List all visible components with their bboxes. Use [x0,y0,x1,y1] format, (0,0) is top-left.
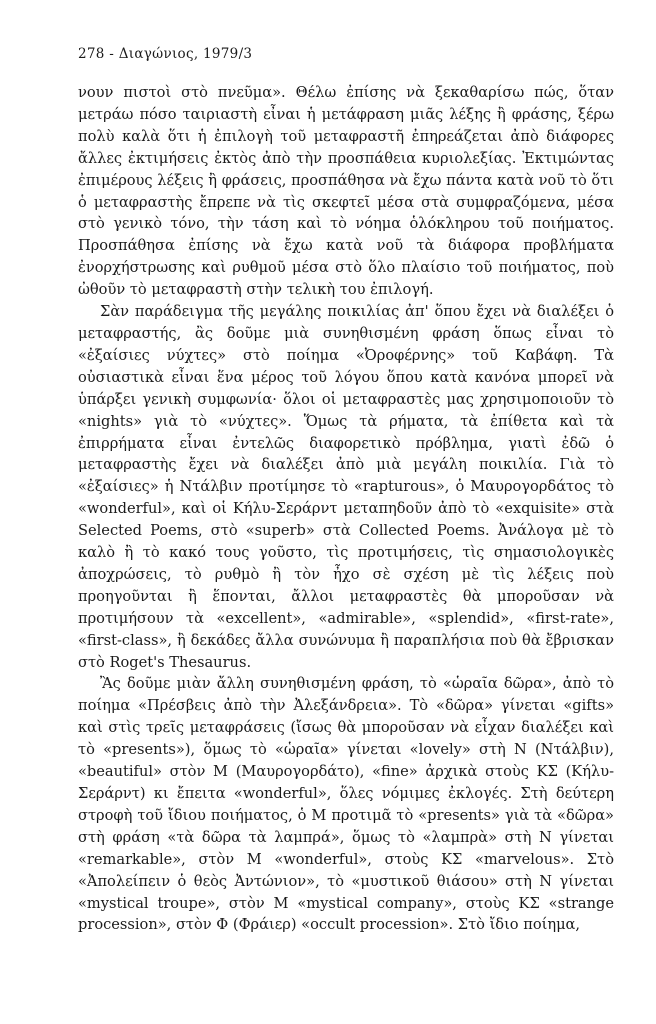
body-text [78,82,614,936]
paragraph-1: νουν πιστοὶ στὸ πνεῦμα». Θέλω ἐπίσης νὰ ξεκαθαρίσω πώς, ὅταν μετράω πόσο ταιριαστὴ εἶναι ἡ μετάφραση μιᾶς λέξης ἢ φράσης, ξέρω πολὺ καλὰ ὅτι ἡ ἐπιλογὴ τοῦ μεταφραστῆ ἐπηρεάζεται ἀπὸ διάφορες ἄλλες ἐκτιμήσεις ἐκτὸς ἀπὸ τὴν προσπάθεια κυριολεξίας. Ἐκτιμώντας ἐπιμέρους λέξεις ἢ φράσεις, προσπάθησα νὰ ἔχω πάντα κατὰ νοῦ τὸ ὅτι ὁ μεταφραστὴς ἔπρεπε νὰ τὶς σκεφτεῖ μέσα στὰ συμφραζόμενα, μέσα στὸ γενικὸ τόνο, τὴν τάση καὶ τὸ νόημα ὁλόκληρου τοῦ ποιήματος. Προσπάθησα ἐπίσης νὰ ἔχω κατὰ νοῦ τὰ διάφορα προβλήματα ἐνορχήστρωσης καὶ ρυθμοῦ μέσα στὸ ὅλο πλαίσιο τοῦ ποιήματος, ποὺ ὠθοῦν τὸ μεταφραστὴ στὴν τελικὴ του ἐπιλογή. [78,84,614,299]
paragraph-3: Ἂς δοῦμε μιὰν ἄλλη συνηθισμένη φράση, τὸ «ὡραῖα δῶρα», ἀπὸ τὸ ποίημα «Πρέσβεις ἀπὸ τὴν Ἀλεξάνδρεια». Τὸ «δῶρα» γίνεται «gifts» καὶ στὶς τρεῖς μεταφράσεις (ἴσως θὰ μποροῦσαν νὰ εἶχαν διαλέξει καὶ τὸ «presents»), ὅμως τὸ «ὡραῖα» γίνεται «lovely» στὴ Ν (Ντάλβιν), «beautiful» στὸν Μ (Μαυρογορδάτο), «fine» ἀρχικὰ στοὺς ΚΣ (Κήλυ-Σεράρντ) κι ἔπειτα «wonderful», ὅλες νόμιμες ἐκλογές. Στὴ δεύτερη στροφὴ τοῦ ἴδιου ποιήματος, ὁ Μ προτιμᾶ τὸ «presents» γιὰ τὰ «δῶρα» στὴ φράση «τὰ δῶρα τὰ λαμπρά», ὅμως τὸ «λαμπρὰ» στὴ Ν γίνεται «remarkable», στὸν Μ «wonderful», στοὺς ΚΣ «marvelous». Στὸ «Ἀπολείπειν ὁ θεὸς Ἀντώνιον», τὸ «μυστικοῦ θιάσου» στὴ Ν γίνεται «mystical troupe», στὸν Μ «mystical company», στοὺς ΚΣ «strange procession», στὸν Φ (Φράιερ) «occult procession». Στὸ ἴδιο ποίημα, [78,675,614,934]
running-head: 278 - Διαγώνιος, 1979/3 [78,46,253,62]
paragraph-2: Σὰν παράδειγμα τῆς μεγάλης ποικιλίας ἀπ' ὅπου ἔχει νὰ διαλέξει ὁ μεταφραστής, ἂς δοῦμε μιὰ συνηθισμένη φράση ὅπως εἶναι τὸ «ἐξαίσιες νύχτες» στὸ ποίημα «Ὀροφέρνης» τοῦ Καβάφη. Τὰ οὐσιαστικὰ εἶναι ἕνα μέρος τοῦ λόγου ὅπου κατὰ κανόνα μπορεῖ νὰ ὑπάρξει γενικὴ συμφωνία· ὅλοι οἱ μεταφραστὲς μας χρησιμοποιοῦν τὸ «nights» γιὰ τὸ «νύχτες». Ὅμως τὰ ρήματα, τὰ ἐπίθετα καὶ τὰ ἐπιρρήματα εἶναι ἐντελῶς διαφορετικὸ πρόβλημα, γιατὶ ἐδῶ ὁ μεταφραστὴς ἔχει νὰ διαλέξει ἀπὸ μιὰ μεγάλη ποικιλία. Γιὰ τὸ «ἐξαίσιες» ἡ Ντάλβιν προτίμησε τὸ «rapturous», ὁ Μαυρογορδάτος τὸ «wonderful», καὶ οἱ Κήλυ-Σεράρντ μεταπηδοῦν ἀπὸ τὸ «exquisite» στὰ Selected Poems, στὸ «superb» στὰ Collected Poems. Ἀνάλογα μὲ τὸ καλὸ ἢ τὸ κακό τους γοῦστο, τὶς προτιμήσεις, τὶς σημασιολογικὲς ἀποχρώσεις, τὸ ρυθμὸ ἢ τὸν ἦχο σὲ σχέση μὲ τὶς λέξεις ποὺ προηγοῦνται ἢ ἕπονται, ἄλλοι μεταφραστὲς θὰ μποροῦσαν νὰ προτιμήσουν τὰ «excellent», «admirable», «splendid», «first-rate», «first-class», ἢ δεκάδες ἄλλα συνώνυμα ἢ παραπλήσια ποὺ θὰ ἔβρισκαν στὸ Roget's Thesaurus. [78,303,614,671]
